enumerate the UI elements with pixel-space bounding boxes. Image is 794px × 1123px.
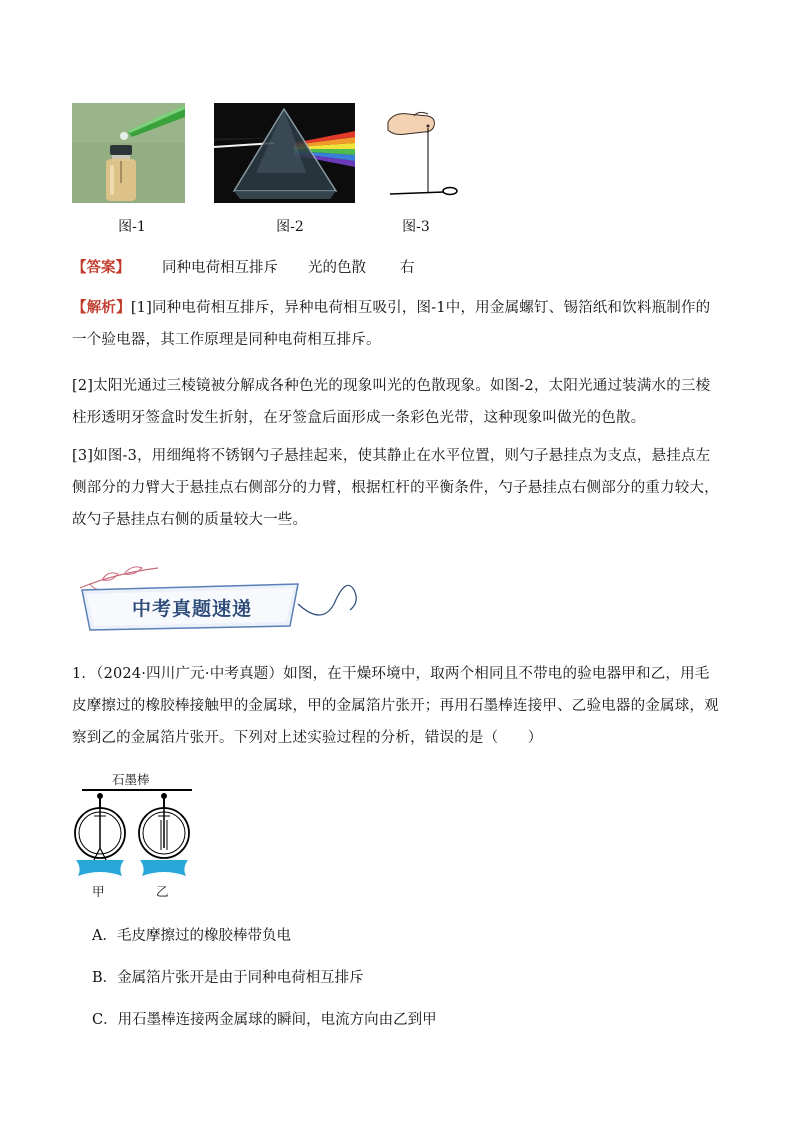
figure-2-caption: 图-2: [276, 219, 304, 235]
option-b[interactable]: B．金属箔片张开是由于同种电荷相互排斥: [92, 970, 364, 986]
figure-1-caption: 图-1: [118, 219, 146, 235]
figure-2-image: [214, 103, 355, 203]
figure-3-caption: 图-3: [402, 219, 430, 235]
figure-1-image: [72, 103, 185, 203]
analysis-paragraph-2: [2]太阳光通过三棱镜被分解成各种色光的现象叫光的色散现象。如图-2，太阳光通过装满水的三棱柱形透明牙签盒时发生折射，在牙签盒后面形成一条彩色光带，这种现象叫做光的色散。: [72, 378, 711, 426]
electroscope-left-label: 甲: [92, 884, 105, 899]
option-c[interactable]: C．用石墨棒连接两金属球的瞬间，电流方向由乙到甲: [92, 1012, 437, 1028]
option-a[interactable]: A．毛皮摩擦过的橡胶棒带负电: [92, 928, 291, 944]
figure-3-image: [384, 108, 464, 204]
analysis-text-1: [1]同种电荷相互排斥，异种电荷相互吸引，图-1中，用金属螺钉、锡箔纸和饮料瓶制作的一个验电器，其工作原理是同种电荷相互排斥。: [72, 300, 711, 348]
answer-item-3: 右: [400, 260, 415, 276]
answer-tag: 【答案】: [72, 259, 130, 276]
analysis-paragraph-3: [3]如图-3，用细绳将不锈钢勺子悬挂起来，使其静止在水平位置，则勺子悬挂点为支点，悬挂点左侧部分的力臂大于悬挂点右侧部分的力臂，根据杠杆的平衡条件，勺子悬挂点右侧部分的重力较大，故勺子悬挂点右侧的质量较大一些。: [72, 448, 719, 528]
answer-item-2: 光的色散: [308, 260, 366, 276]
analysis-paragraph-1: [72, 292, 724, 356]
analysis-tag: 【解析】: [72, 299, 131, 316]
section-banner: [72, 560, 362, 640]
question-text: 1．（2024·四川广元·中考真题）如图，在干燥环境中，取两个相同且不带电的验电器甲和乙，用毛皮摩擦过的橡胶棒接触甲的金属球，甲的金属箔片张开；再用石墨棒连接甲、乙验电器的金属球，观察到乙的金属箔片张开。下列对上述实验过程的分析，错误的是（ ）: [72, 666, 719, 746]
electroscope-right-label: 乙: [156, 884, 169, 899]
section-banner-title: 中考真题速递: [132, 598, 253, 620]
electroscope-diagram: [72, 768, 212, 900]
graphite-rod-label: 石墨棒: [112, 772, 150, 787]
answer-item-1: 同种电荷相互排斥: [162, 260, 278, 276]
